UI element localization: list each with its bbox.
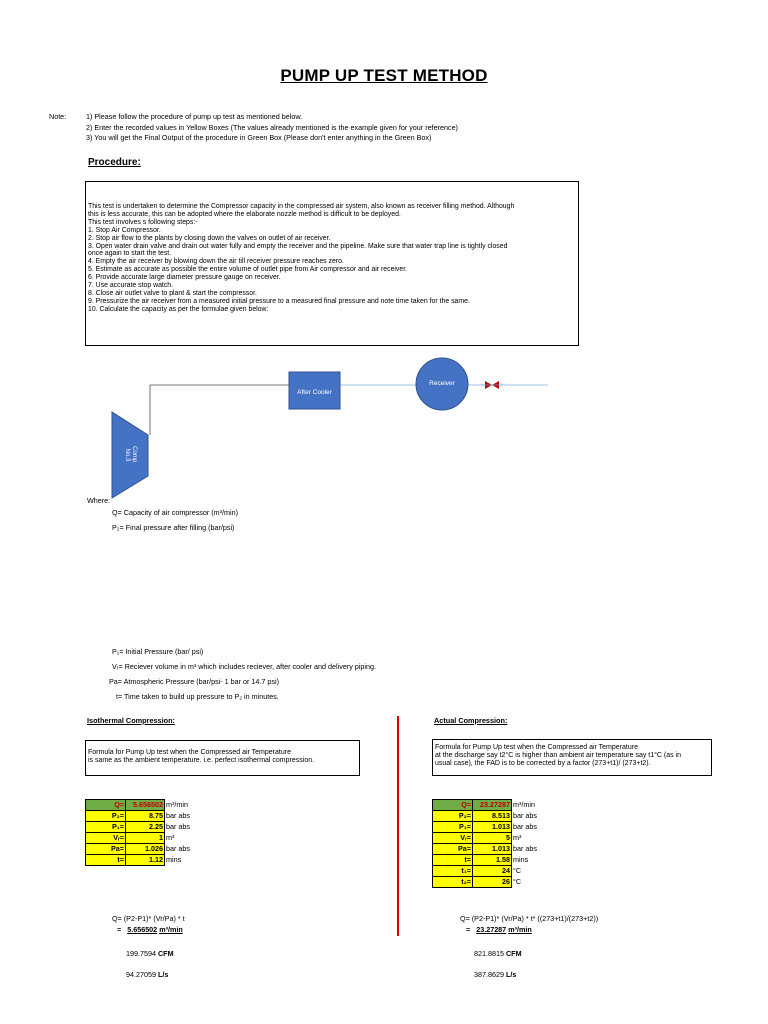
cfm-unit: CFM <box>157 949 174 958</box>
definition-p1: P₁= Initial Pressure (bar/ psi) <box>112 647 204 656</box>
procedure-line: This test is undertaken to determine the Compressor capacity in the compressed air system, also known as receiver filling method. Although <box>88 203 515 210</box>
cell-unit: bar abs <box>513 822 537 831</box>
table-row <box>86 822 192 833</box>
vr-input[interactable]: 1 <box>126 833 165 844</box>
t1-input[interactable]: 24 <box>473 866 512 877</box>
where-label: Where: <box>87 496 111 505</box>
note-line: 2) Enter the recorded values in Yellow Boxes (The values already mentioned is the example given for your reference) <box>86 122 458 132</box>
equals-sign: = <box>466 925 471 934</box>
t-input[interactable]: 1.58 <box>473 855 512 866</box>
result-value: 5.656502 <box>127 925 158 934</box>
table-row <box>86 844 192 855</box>
isothermal-cfm <box>126 949 174 958</box>
procedure-line: 4. Empty the air receiver by blowing down the air till receiver pressure reaches zero. <box>88 258 344 266</box>
p1-input[interactable]: 2.25 <box>126 822 165 833</box>
cell-label: t= <box>86 855 126 866</box>
definition-vr: Vᵣ= Reciever volume in m³ which includes reciever, after cooler and delivery piping. <box>112 662 376 671</box>
p2-input[interactable]: 8.513 <box>473 811 512 822</box>
procedure-line: 7. Use accurate stop watch. <box>88 282 174 290</box>
definition-pa: Pa= Atmospheric Pressure (bar/psi- 1 bar or 14.7 psi) <box>109 677 279 686</box>
actual-heading: Actual Compression: <box>434 716 508 725</box>
cfm-value: 199.7594 <box>126 949 156 958</box>
cfm-value: 821.8815 <box>474 949 504 958</box>
cell-label: Vᵣ= <box>86 833 126 844</box>
after-cooler-label: After Cooler <box>297 389 332 396</box>
procedure-line: once again to start the test. <box>88 250 172 258</box>
cell-unit: mins <box>513 855 529 864</box>
table-row <box>86 800 192 811</box>
cell-unit: bar abs <box>513 811 537 820</box>
procedure-line: 6. Provide accurate large diameter pressure gauge on receiver. <box>88 274 281 282</box>
pa-input[interactable]: 1.026 <box>126 844 165 855</box>
cell-unit: bar abs <box>166 811 190 820</box>
cell-label: Vᵣ= <box>433 833 473 844</box>
procedure-line: 10. Calculate the capacity as per the formulae given below: <box>88 305 269 313</box>
actual-result <box>466 925 532 934</box>
procedure-line: 8. Close air outlet valve to plant & start the compressor. <box>88 289 257 297</box>
procedure-box <box>85 181 579 346</box>
result-value: 23.27287 <box>476 925 507 934</box>
ls-value: 94.27059 <box>126 970 156 979</box>
cell-label: Q= <box>86 800 126 811</box>
p1-input[interactable]: 1.013 <box>473 822 512 833</box>
cell-label: P₂= <box>433 811 473 822</box>
cell-label: P₂= <box>86 811 126 822</box>
equals-sign: = <box>117 925 122 934</box>
table-row <box>86 811 192 822</box>
result-q-output: 23.27287 <box>473 800 512 811</box>
page-title: PUMP UP TEST METHOD <box>280 66 488 85</box>
table-row <box>433 877 539 888</box>
procedure-line: this is less accurate, this can be adopted where the elaborate nozzle method is difficult to be deployed. <box>88 210 401 218</box>
p2-input[interactable]: 8.75 <box>126 811 165 822</box>
procedure-heading: Procedure: <box>88 157 141 168</box>
isothermal-result <box>117 925 183 934</box>
table-row <box>433 855 539 866</box>
cfm-unit: CFM <box>505 949 522 958</box>
compressor-label-line: Comp <box>131 446 137 463</box>
result-q-output: 5.656502 <box>126 800 165 811</box>
definition-p2: P₂= Final pressure after filling (bar/psi) <box>112 523 235 532</box>
table-row <box>433 866 539 877</box>
cell-unit: m³ <box>513 833 522 842</box>
cell-label: Pa= <box>433 844 473 855</box>
cell-unit: bar abs <box>166 844 190 853</box>
t2-input[interactable]: 26 <box>473 877 512 888</box>
cell-unit: °C <box>513 877 522 886</box>
procedure-line: 5. Estimate as accurate as possible the entire volume of outlet pipe from Air compressor and air receiver. <box>88 266 408 274</box>
table-row <box>433 844 539 855</box>
actual-cfm <box>474 949 522 958</box>
procedure-line: 1. Stop Air Compressor. <box>88 226 161 234</box>
table-row <box>433 800 539 811</box>
procedure-line: 9. Pressurize the air receiver from a measured initial pressure to a measured final pressure and note time taken for the same. <box>88 297 470 305</box>
definition-q: Q= Capacity of air compressor (m³/min) <box>112 508 239 517</box>
result-unit: m³/min <box>508 925 532 934</box>
result-unit: m³/min <box>159 925 183 934</box>
actual-ls <box>474 970 516 979</box>
isothermal-calc-table <box>85 799 192 866</box>
vr-input[interactable]: 5 <box>473 833 512 844</box>
table-row <box>433 822 539 833</box>
cell-label: Q= <box>433 800 473 811</box>
compressor-label <box>124 446 137 464</box>
table-row <box>86 833 192 844</box>
cell-label: P₁= <box>433 822 473 833</box>
cell-unit: m³/min <box>513 800 535 809</box>
ls-unit: L/s <box>505 970 517 979</box>
cell-label: t₂= <box>433 877 473 888</box>
isothermal-formula: Q= (P2-P1)* (Vr/Pa) * t <box>112 914 185 923</box>
table-row <box>433 833 539 844</box>
procedure-line: 2. Stop air flow to the plants by closing down the valves on outlet of air receiver. <box>88 234 331 242</box>
cell-unit: m³ <box>166 833 175 842</box>
actual-calc-table <box>432 799 539 888</box>
cell-label: t= <box>433 855 473 866</box>
isothermal-heading: Isothermal Compression: <box>87 716 175 725</box>
pa-input[interactable]: 1.013 <box>473 844 512 855</box>
cell-unit: m³/min <box>166 800 188 809</box>
cell-unit: bar abs <box>513 844 537 853</box>
isothermal-description: Formula for Pump Up test when the Compressed air Temperature is same as the ambient temperature. i.e. perfect isothermal compression. <box>85 740 360 776</box>
note-label: Note: <box>49 112 67 121</box>
note-line: 3) You will get the Final Output of the procedure in Green Box (Please don't enter anything in the Green Box) <box>86 133 432 143</box>
note-list <box>86 112 458 144</box>
definition-t: t= Time taken to build up pressure to P₂ in minutes. <box>116 692 279 701</box>
ls-value: 387.8629 <box>474 970 504 979</box>
procedure-line: This test involves s following steps:- <box>88 218 198 226</box>
cell-label: P₁= <box>86 822 126 833</box>
note-line: 1) Please follow the procedure of pump up test as mentioned below. <box>86 112 303 121</box>
ls-unit: L/s <box>157 970 169 979</box>
pipe-compressor-to-cooler <box>150 385 289 435</box>
system-diagram <box>100 350 560 500</box>
actual-formula: Q= (P2-P1)* (Vr/Pa) * t* ((273+t1)/(273+t2)) <box>460 914 599 923</box>
t-input[interactable]: 1.12 <box>126 855 165 866</box>
actual-description: Formula for Pump Up test when the Compressed air Temperature at the discharge say t2°C is higher than ambient air temperature say t1°C (as in usual case), the FAD is to be corrected by a factor (273+t1)/ (273+t2). <box>432 739 712 776</box>
table-row <box>433 811 539 822</box>
compressor-label-line: No.3 <box>124 448 130 462</box>
table-row <box>86 855 192 866</box>
section-divider <box>397 716 399 936</box>
cell-label: t₁= <box>433 866 473 877</box>
receiver-label: Receiver <box>429 380 455 387</box>
cell-unit: bar abs <box>166 822 190 831</box>
procedure-line: 3. Open water drain valve and drain out water fully and empty the receiver and the pipeline. Make sure that water trap line is tightly closed <box>88 242 508 250</box>
cell-unit: mins <box>166 855 182 864</box>
cell-unit: °C <box>513 866 522 875</box>
cell-label: Pa= <box>86 844 126 855</box>
isothermal-ls <box>126 970 168 979</box>
